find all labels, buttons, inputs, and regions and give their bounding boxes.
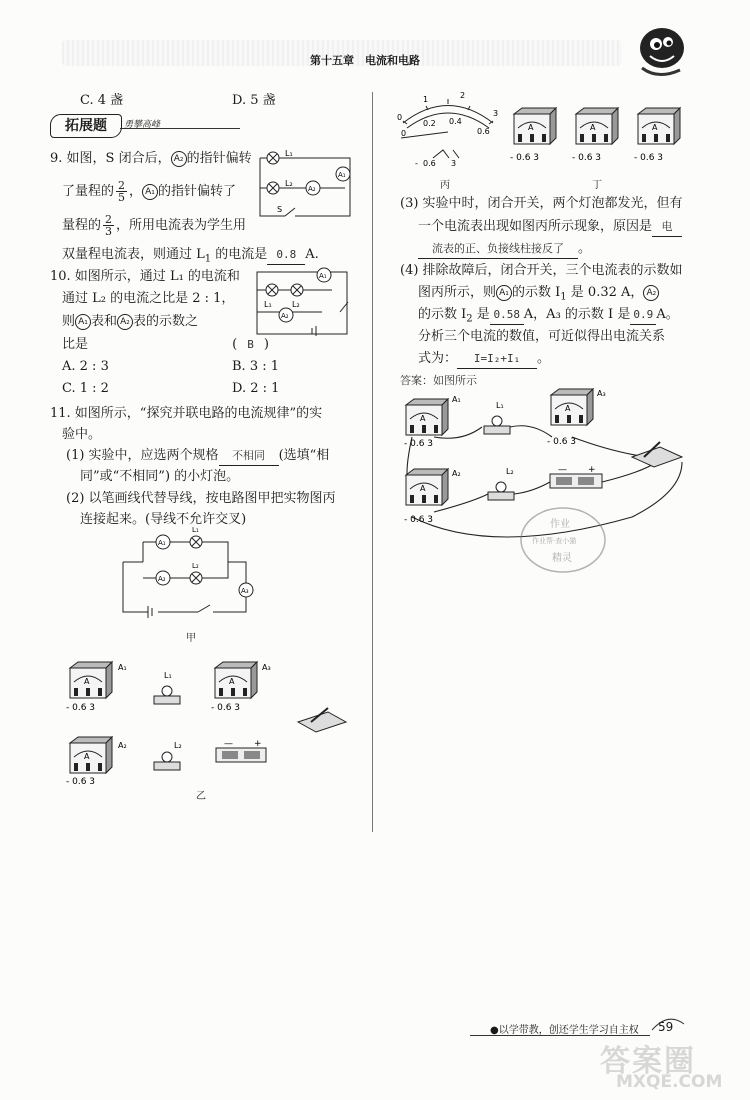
q11-sub1-line1: (1) 实验中，应选两个规格 不相同 (选填“相 <box>66 447 329 466</box>
ding-meter-2 <box>576 108 618 144</box>
jia-label-l1: L₁ <box>192 526 199 534</box>
ans-battery-icon <box>550 465 602 488</box>
q10-circuit-diagram <box>252 262 362 344</box>
q4-line1: (4) 排除故障后，闭合开关，三个电流表的示数如 <box>400 263 683 278</box>
q10-option-a: A. 2 : 3 <box>62 359 109 374</box>
ans-label-a1: A₁ <box>452 395 461 404</box>
yi-meter-a1-face: A <box>84 677 90 686</box>
q10-label-l1: L₁ <box>264 300 272 309</box>
q4-line2: 图丙所示，则 A₁ 的示数 $I_1$ 是 0.32 A， A₂ <box>418 284 659 307</box>
mascot-icon <box>628 18 690 82</box>
q10-line3: 则 A₁ 表和 A₂ 表的示数之 <box>62 314 199 329</box>
ammeter-a2-symbol: A₂ <box>643 285 659 301</box>
scale-tick-0-top: 0 <box>397 113 403 122</box>
watermark-site: MXQE.COM <box>616 1072 723 1092</box>
q10-label-l2: L₂ <box>292 300 300 309</box>
q4-answer-relation: I=I₂+I₁ <box>457 350 537 369</box>
figure-yi-caption: 乙 <box>196 791 206 802</box>
q4-line3: 的示数 $I_2$ 是 0.58 A，A₃ 的示数 I 是 0.9 A。 <box>418 307 679 325</box>
homework-stamp <box>518 505 608 575</box>
q10-option-d: D. 2 : 1 <box>232 381 280 396</box>
scale-terminal-minus: - <box>415 159 418 168</box>
ding-meter-3 <box>638 108 680 144</box>
scale-tick-2: 2 <box>460 91 466 100</box>
q10-line4: 比是 ( B ) <box>62 337 269 352</box>
ans-meter-a3 <box>551 389 593 425</box>
ding-meter-1 <box>514 108 556 144</box>
figure-yi-components <box>66 660 356 785</box>
ans-battery-plus: + <box>588 465 596 475</box>
battery-icon <box>216 739 266 762</box>
yi-label-a1: A₁ <box>118 663 127 672</box>
ding-terminals-3: - 0.6 3 <box>634 153 664 163</box>
figure-ding-caption: 丁 <box>592 180 602 191</box>
q10-line2: 通过 L₂ 的电流之比是 2 : 1， <box>62 291 235 306</box>
ans-meter-a1-face: A <box>420 414 426 423</box>
option-c-prev: C. 4 盏 <box>80 93 124 108</box>
q10-line1: 10. 如图所示，通过 L₁ 的电流和 <box>50 269 240 284</box>
ans-battery-minus: — <box>558 465 567 475</box>
column-divider <box>372 92 373 832</box>
fraction-2-3: $\frac{2}{3}$ <box>105 213 113 238</box>
yi-terminals-a1: - 0.6 3 <box>66 703 96 713</box>
yi-label-a2: A₂ <box>118 741 127 750</box>
ans-label-a2: A₂ <box>452 469 461 478</box>
ans-bulb-l2 <box>488 482 514 500</box>
q9-line2: 了量程的 $\frac{2}{5}$ ， A₁ 的指针偏转了 <box>62 179 237 204</box>
section-subtitle: 勇攀高峰 <box>124 120 161 130</box>
figure-bing-meter-scale <box>393 88 503 178</box>
stamp-text-3: 精灵 <box>552 553 572 564</box>
switch-icon <box>298 708 346 732</box>
meter-a3-icon <box>215 662 257 698</box>
ans-terminals-a1: - 0.6 3 <box>404 439 434 449</box>
stamp-text-2: 作业帮·查小猫 <box>532 537 577 545</box>
stamp-text-1: 作业 <box>550 519 570 530</box>
q9-line4: 双量程电流表，则通过 $L_1$ 的电流是 0.8 A. <box>62 247 319 265</box>
answer-note: 答案：如图所示 <box>400 374 477 387</box>
q11-sub2-line1: (2) 以笔画线代替导线，按电路图甲把实物图丙 <box>66 491 336 506</box>
q11-line1: 11. 如图所示，“探究并联电路的电流规律”的实 <box>50 406 323 421</box>
q9-label-l2: L₂ <box>285 179 293 188</box>
ans-terminals-a2: - 0.6 3 <box>404 515 434 525</box>
q11-sub2-line2: 连接起来。(导线不允许交叉) <box>80 512 247 527</box>
ammeter-a1-symbol: A₁ <box>142 184 158 200</box>
q9-line3: 量程的 $\frac{2}{3}$ ，所用电流表为学生用 <box>62 213 247 238</box>
q3-line3: 流表的正、负接线柱接反了 。 <box>418 240 591 259</box>
ans-label-l2: L₂ <box>506 467 514 476</box>
ans-terminals-a3: - 0.6 3 <box>547 437 577 447</box>
ans-label-a3: A₃ <box>597 389 606 398</box>
chapter-title: 第十五章 电流和电路 <box>310 54 420 67</box>
fraction-2-5: $\frac{2}{5}$ <box>118 179 126 204</box>
bulb-l1-icon <box>154 686 180 704</box>
q4-line5: 式为： I=I₂+I₁ 。 <box>418 350 550 369</box>
scale-terminal-06: 0.6 <box>423 159 436 168</box>
ammeter-a2-symbol: A₂ <box>117 314 133 330</box>
q9-label-l1: L₁ <box>285 149 293 158</box>
watermark-logo: 答案圈 <box>600 1044 696 1079</box>
ans-switch-icon <box>632 442 682 467</box>
meter-a2-icon <box>70 737 112 773</box>
scale-tick-04: 0.4 <box>449 117 462 126</box>
q11-line2: 验中。 <box>62 427 102 442</box>
yi-terminals-a2: - 0.6 3 <box>66 777 96 785</box>
q3-line1: (3) 实验中时，闭合开关，两个灯泡都发光，但有 <box>400 196 683 211</box>
ammeter-a2-symbol: A₂ <box>171 151 187 167</box>
ans-meter-a2-face: A <box>420 484 426 493</box>
jia-label-a2: A₂ <box>158 575 166 583</box>
ding-terminals-1: - 0.6 3 <box>510 153 540 163</box>
ans-meter-a2 <box>406 469 448 505</box>
option-d-prev: D. 5 盏 <box>232 93 276 108</box>
ding-meter-2-face: A <box>590 123 596 132</box>
scale-tick-02: 0.2 <box>423 119 436 128</box>
q10-answer: B <box>247 338 254 351</box>
q9-label-a1: A₁ <box>338 171 346 179</box>
ans-meter-a3-face: A <box>565 404 571 413</box>
q10-option-b: B. 3 : 1 <box>232 359 280 374</box>
q9-line1: 9. 如图，S 闭合后， A₂ 的指针偏转 <box>50 151 252 166</box>
scale-tick-06: 0.6 <box>477 127 490 136</box>
q9-label-s: S <box>277 205 283 214</box>
yi-battery-minus: — <box>224 739 233 749</box>
footer-motto: ●以学带教，创还学生学习自主权 <box>490 1025 639 1036</box>
yi-terminals-a3: - 0.6 3 <box>211 703 241 713</box>
figure-jia-caption: 甲 <box>186 633 196 644</box>
jia-label-a1: A₁ <box>158 539 166 547</box>
ding-meter-1-face: A <box>528 123 534 132</box>
yi-label-a3: A₃ <box>262 663 271 672</box>
page-number: 59 <box>658 1020 674 1034</box>
ans-meter-a1 <box>406 399 448 435</box>
yi-battery-plus: + <box>254 739 262 749</box>
section-rule <box>120 128 240 129</box>
ding-meter-3-face: A <box>652 123 658 132</box>
q10-label-a2: A₂ <box>281 312 289 320</box>
figure-bing-caption: 丙 <box>440 180 450 191</box>
q4-answer-i: 0.9 <box>630 306 656 325</box>
q9-circuit-diagram <box>255 148 360 230</box>
q4-answer-i2: 0.58 <box>490 306 524 325</box>
figure-jia-circuit <box>118 520 268 625</box>
yi-meter-a3-face: A <box>229 677 235 686</box>
meter-terminals-diagram <box>433 150 459 158</box>
yi-label-l2: L₂ <box>174 741 182 750</box>
q4-line4: 分析三个电流的数值，可近似得出电流关系 <box>418 329 666 344</box>
jia-label-a3: A₃ <box>241 587 249 595</box>
ans-bulb-l1 <box>484 416 510 434</box>
q11-sub1-line2: 同”或“不相同”) 的小灯泡。 <box>80 469 240 484</box>
q3-answer-part2: 流表的正、负接线柱接反了 <box>418 240 578 259</box>
meter-a1-icon <box>70 662 112 698</box>
yi-meter-a2-face: A <box>84 752 90 761</box>
q9-answer: 0.8 <box>267 246 305 265</box>
bulb-l2-icon <box>154 752 180 770</box>
section-badge: 拓展题 <box>50 114 122 138</box>
q3-answer-part1: 电 <box>652 218 682 237</box>
ammeter-a1-symbol: A₁ <box>75 314 91 330</box>
figure-ding-meters <box>510 98 690 178</box>
scale-tick-0-bottom: 0 <box>401 129 407 138</box>
q3-line2: 一个电流表出现如图丙所示现象，原因是 电 <box>418 218 682 237</box>
q10-option-c: C. 1 : 2 <box>62 381 109 396</box>
ammeter-a1-symbol: A₁ <box>496 285 512 301</box>
jia-label-l2: L₂ <box>192 562 199 570</box>
q10-label-a1: A₁ <box>319 272 327 280</box>
q11-sub1-answer: 不相同 <box>219 447 279 466</box>
meter-needle <box>401 132 448 138</box>
q9-label-a2: A₂ <box>308 185 316 193</box>
scale-tick-3: 3 <box>493 109 499 118</box>
scale-terminal-3: 3 <box>451 159 457 168</box>
scale-tick-1: 1 <box>423 95 429 104</box>
ans-label-l1: L₁ <box>496 401 504 410</box>
ding-terminals-2: - 0.6 3 <box>572 153 602 163</box>
yi-label-l1: L₁ <box>164 671 172 680</box>
